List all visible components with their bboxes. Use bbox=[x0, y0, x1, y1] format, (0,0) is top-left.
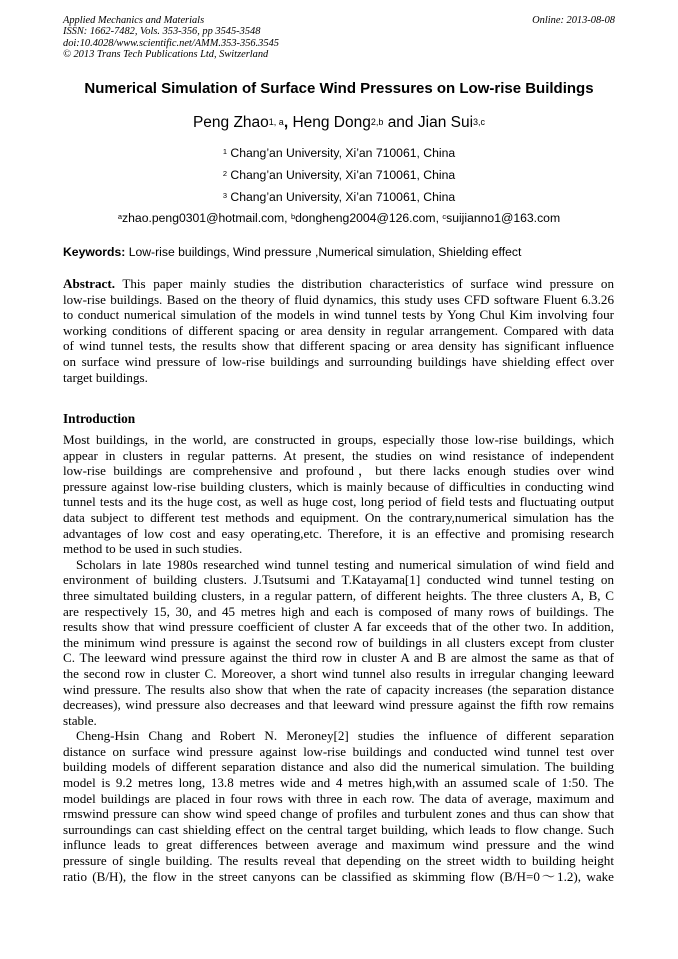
online-date: Online: 2013-08-08 bbox=[532, 15, 615, 26]
introduction-heading: Introduction bbox=[63, 411, 136, 426]
body-line: model buildings are placed in four rows with three in each row. The data of average, maximum and bbox=[63, 790, 614, 806]
affiliation-text: Chang’an University, Xi’an 710061, China bbox=[230, 146, 456, 160]
paper-title: Numerical Simulation of Surface Wind Pressures on Low-rise Buildings bbox=[84, 80, 594, 97]
introduction-body bbox=[63, 432, 614, 884]
body-line: appear in clusters in regular patterns. At present, the studies on wind resistance of independent bbox=[63, 447, 614, 463]
body-line: influnce leads to great differences between average and maximum wind pressure and the wind bbox=[63, 837, 614, 853]
body-line: pressure against low-rise building clusters, which is mainly because of difficulties in conducting wind bbox=[63, 478, 614, 494]
author-name: Jian Sui bbox=[417, 114, 474, 131]
body-line: method to be used in such studies. bbox=[63, 541, 243, 557]
email-mark: c bbox=[442, 212, 447, 221]
email-link[interactable]: zhao.peng0301@hotmail.com, bbox=[122, 211, 291, 225]
body-line: advantages of low cost and easy operating,etc. Therefore, it is an effective and promising research bbox=[63, 525, 614, 541]
affiliation-text: Chang’an University, Xi’an 710061, China bbox=[230, 190, 456, 204]
email-mark: a bbox=[117, 212, 123, 221]
body-line: low-rise buildings are comprehensive and profound，but there lacks enough studies over wind bbox=[63, 463, 614, 479]
email-link[interactable]: suijianno1@163.com bbox=[446, 211, 561, 225]
body-line: ratio (B/H), the flow in the street canyons can be classified as skimming flow (B/H=0～1.2), wake bbox=[63, 868, 614, 884]
author-affiliation-mark: 1, a bbox=[268, 117, 284, 127]
abstract-line: to conduct numerical simulation of the models in wind tunnel tests by Yong Chul Kim involving four bbox=[63, 307, 614, 323]
author-conjunction: and bbox=[387, 114, 414, 131]
affiliation-3 bbox=[40, 190, 638, 205]
author-name: Peng Zhao bbox=[192, 114, 269, 131]
body-line: Most buildings, in the world, are constructed in groups, especially those low-rise buildings, which bbox=[63, 432, 614, 447]
abstract-line: on surface wind pressure of low-rise buildings and surrounding buildings have shielding effect over bbox=[63, 353, 614, 369]
affiliation-mark: 1 bbox=[222, 147, 228, 156]
body-line: pressure of single building. The results reveal that depending on the street width to building height bbox=[63, 853, 614, 869]
body-line: distance on surface wind pressure against low-rise buildings and conducted wind tunnel test over bbox=[63, 743, 614, 759]
body-line: stable. bbox=[63, 712, 97, 728]
body-line: are respectively 15, 30, and 45 metres high and each is composed of many rows of buildings. The bbox=[63, 603, 614, 619]
body-line: building models of different separation distance and also did the numerical simulation. The building bbox=[63, 759, 614, 775]
author-separator: , bbox=[283, 114, 289, 131]
abstract-first-text: This paper mainly studies the distribution characteristics of surface wind pressure on bbox=[115, 276, 614, 291]
journal-header bbox=[63, 15, 483, 61]
body-line: wind pressure. The results also show that when the rate of capacity increases (the separation distance bbox=[63, 681, 614, 697]
email-link[interactable]: dongheng2004@126.com, bbox=[295, 211, 443, 225]
abstract-line: target buildings. bbox=[63, 369, 148, 385]
affiliation-mark: 2 bbox=[222, 169, 228, 178]
keywords-label: Keywords: bbox=[63, 245, 126, 259]
affiliation-text: Chang’an University, Xi’an 710061, China bbox=[230, 168, 456, 182]
abstract-line: low-rise buildings. Based on the theory of fluid dynamics, this study uses CFD software Fluent 6.3.26 bbox=[63, 291, 614, 307]
body-line: Scholars in late 1980s researched wind tunnel testing and numerical simulation of wind field and bbox=[76, 556, 614, 572]
body-line: surroundings can cast shielding effect on the central target building, which leads to flow change. Such bbox=[63, 821, 614, 837]
body-line: tunnel tests and its the huge cost, as well as huge cost, long period of field tests and fluctuating output bbox=[63, 494, 614, 510]
body-line: three simultated building clusters, in a regular pattern, of different heights. The three clusters A, B, C bbox=[63, 587, 614, 603]
body-line: environment of building clusters. J.Tsutsumi and T.Katayama[1] conducted wind tunnel testing on bbox=[63, 572, 614, 588]
author-affiliation-mark: 2,b bbox=[370, 117, 384, 127]
body-line: the second row in cluster C. Moreover, a short wind tunnel also results in irregular changing leeward bbox=[63, 665, 614, 681]
issn-line: ISSN: 1662-7482, Vols. 353-356, pp 3545-3548 bbox=[63, 26, 261, 38]
body-line: rmswind pressure can show wind speed change of profiles and turbulent zones and thus can show that bbox=[63, 806, 614, 822]
affiliation-1 bbox=[40, 146, 638, 161]
body-line: the minimum wind pressure is against the second row of buildings in all clusters except from cluster bbox=[63, 634, 614, 650]
abstract bbox=[63, 276, 614, 385]
copyright-line: © 2013 Trans Tech Publications Ltd, Switzerland bbox=[63, 49, 269, 61]
email-mark: b bbox=[290, 212, 296, 221]
keywords-text: Low-rise buildings, Wind pressure ,Numerical simulation, Shielding effect bbox=[125, 245, 522, 259]
body-line: data subject to different test methods and equipment. On the contrary,numerical simulation has the bbox=[63, 509, 614, 525]
body-line: Cheng-Hsin Chang and Robert N. Meroney[2] studies the influence of different separation bbox=[76, 728, 614, 744]
body-line: decreases), wind pressure also decreases and that leeward wind pressure against the fifth row remains bbox=[63, 697, 614, 713]
abstract-line: working conditions of different spacing or area density in regular arrangement. Compared with data bbox=[63, 322, 614, 338]
body-line: results show that wind pressure coefficient of cluster A far exceeds that of the other two. In addition, bbox=[63, 619, 614, 635]
affiliation-2 bbox=[40, 168, 638, 183]
email-line bbox=[40, 211, 638, 226]
body-line: model is 9.2 metres long, 13.8 metres wide and 4 metres high,with an assumed scale of 1:50. The bbox=[63, 775, 614, 791]
doi-line[interactable]: doi:10.4028/www.scientific.net/AMM.353-356.3545 bbox=[63, 37, 279, 49]
abstract-line bbox=[63, 276, 614, 292]
journal-name: Applied Mechanics and Materials bbox=[63, 15, 205, 26]
abstract-label: Abstract. bbox=[63, 276, 115, 291]
body-line: C. The leeward wind pressure against the third row in cluster A and B are almost the same as that of bbox=[63, 650, 614, 666]
keywords bbox=[63, 245, 623, 260]
author-name: Heng Dong bbox=[292, 114, 371, 131]
author-line bbox=[40, 113, 638, 133]
affiliation-mark: 3 bbox=[222, 191, 228, 200]
author-affiliation-mark: 3,c bbox=[473, 117, 486, 127]
abstract-line: of wind tunnel tests, the results show that different spacing or area density has significant influence bbox=[63, 338, 614, 354]
